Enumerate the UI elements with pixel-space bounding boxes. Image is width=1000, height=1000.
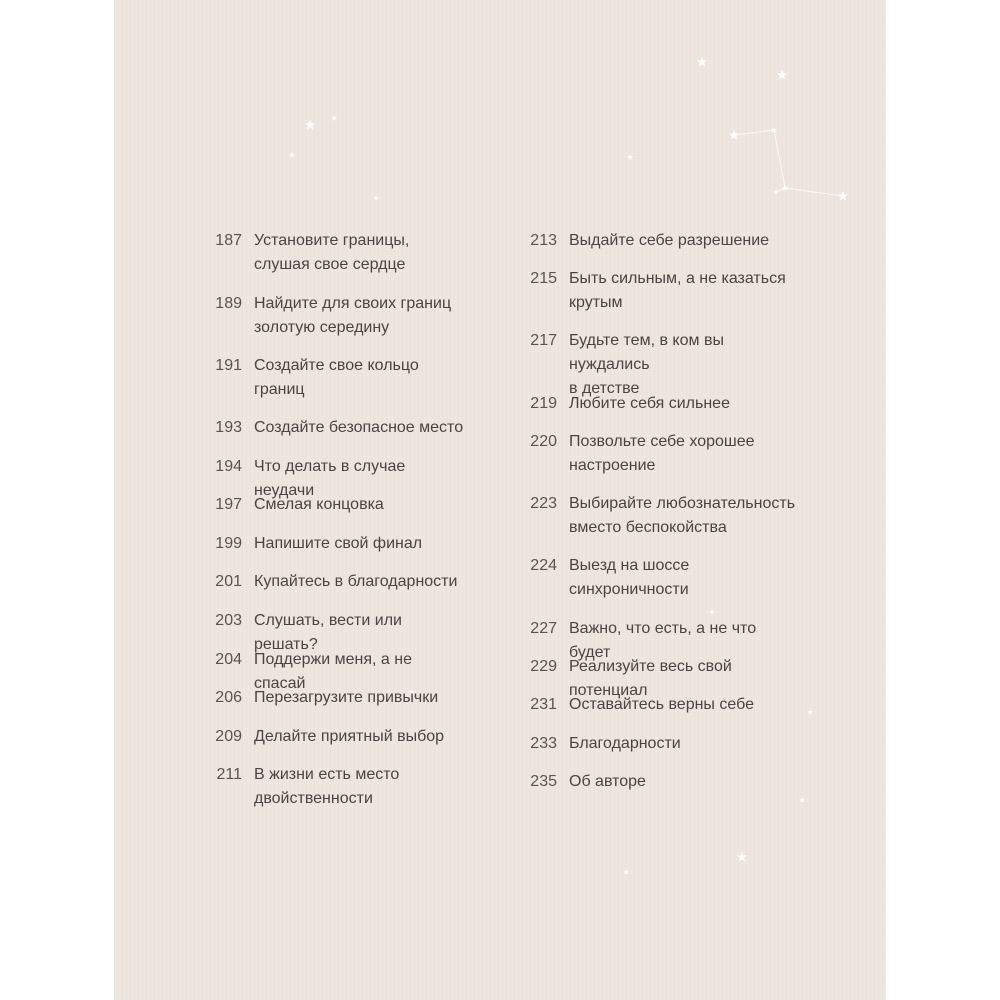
toc-page-number: 206 [215, 689, 242, 706]
toc-entry [511, 617, 801, 661]
toc-entry [196, 455, 466, 499]
toc-page-number: 199 [215, 535, 242, 552]
toc-entry [196, 354, 466, 416]
toc-entry [196, 292, 466, 354]
toc-column-left [196, 229, 466, 811]
toc-page-number: 229 [530, 658, 557, 675]
constellation-lines [734, 130, 843, 196]
star-icon [737, 852, 747, 862]
toc-entry [196, 725, 466, 763]
toc-entry [511, 732, 801, 770]
toc-page-number: 194 [215, 458, 242, 475]
toc-page-number: 215 [530, 270, 557, 287]
toc-entry [511, 693, 801, 732]
toc-entry-title: Об авторе [569, 773, 646, 790]
toc-page-number: 227 [530, 620, 557, 637]
star-icon [289, 152, 295, 158]
toc-entry-title: Выезд на шоссе синхроничности [569, 557, 690, 598]
toc-page-number: 201 [215, 573, 242, 590]
toc-entry [511, 655, 801, 699]
toc-page-number: 231 [530, 696, 557, 713]
toc-entry [196, 763, 466, 811]
toc-entry-title: Купайтесь в благодарности [254, 573, 458, 590]
toc-entry-title: Выбирайте любознательность вместо беспокойства [569, 495, 796, 536]
toc-entry [511, 267, 801, 329]
toc-entry [196, 570, 466, 609]
toc-page-number: 217 [530, 332, 557, 349]
toc-page-number: 204 [215, 651, 242, 668]
toc-page-number: 224 [530, 557, 557, 574]
star-icon [807, 709, 813, 715]
star-icon [773, 189, 779, 195]
toc-entry-title: Найдите для своих границ золотую середину [254, 295, 452, 336]
toc-page-number: 233 [530, 735, 557, 752]
toc-entry-title: Создайте безопасное место [254, 419, 464, 436]
toc-entry [511, 554, 801, 617]
toc-entry-title: Установите границы, слушая свое сердце [254, 232, 410, 273]
toc-entry-title: Быть сильным, а не казаться крутым [569, 270, 786, 311]
toc-entry-title: Создайте свое кольцо границ [254, 357, 419, 398]
toc-entry [511, 229, 801, 267]
star-icon [627, 154, 633, 160]
book-page [114, 0, 886, 1000]
toc-entry-title: Выдайте себе разрешение [569, 232, 770, 249]
toc-entry-title: Делайте приятный выбор [254, 728, 445, 745]
toc-entry-title: Любите себя сильнее [569, 395, 730, 412]
toc-page-number: 213 [530, 232, 557, 249]
toc-entry-title: Перезагрузите привычки [254, 689, 439, 706]
toc-entry [511, 770, 801, 800]
toc-entry-title: Реализуйте весь свой потенциал [569, 658, 732, 699]
star-icon [373, 195, 379, 201]
toc-entry [196, 493, 466, 532]
toc-page-number: 223 [530, 495, 557, 512]
toc-entry [196, 686, 466, 725]
toc-page-number: 219 [530, 395, 557, 412]
star-icon [305, 120, 315, 130]
toc-entry-title: Оставайтесь верны себе [569, 696, 754, 713]
toc-entry-title: Важно, что есть, а не что будет [569, 620, 757, 661]
toc-page-number: 193 [215, 419, 242, 436]
toc-entry-title: Будьте тем, в ком вы нуждались в детстве [569, 332, 724, 397]
toc-entry-title: Благодарности [569, 735, 681, 752]
toc-page-number: 197 [215, 496, 242, 513]
star-icon [331, 115, 337, 121]
toc-entry-title: Слушать, вести или решать? [254, 612, 402, 653]
toc-page-number: 187 [215, 232, 242, 249]
toc-page-number: 191 [215, 357, 242, 374]
toc-entry [196, 609, 466, 653]
toc-entry [196, 648, 466, 692]
toc-page-number: 209 [215, 728, 242, 745]
toc-page-number: 211 [216, 766, 242, 783]
toc-entry-title: Что делать в случае неудачи [254, 458, 406, 499]
toc-entry [196, 532, 466, 570]
toc-entry-title: Поддержи меня, а не спасай [254, 651, 412, 692]
toc-entry [196, 416, 466, 455]
toc-entry [511, 492, 801, 554]
toc-page-number: 220 [530, 433, 557, 450]
star-icon [623, 869, 629, 875]
toc-page-number: 189 [215, 295, 242, 312]
toc-entry-title: В жизни есть место двойственности [254, 766, 400, 807]
toc-entry [511, 329, 801, 397]
star-icon [697, 57, 707, 67]
toc-entry-title: Позвольте себе хорошее настроение [569, 433, 755, 474]
toc-entry [196, 229, 466, 292]
toc-entry [511, 392, 801, 430]
toc-page-number: 235 [530, 773, 557, 790]
toc-page-number: 203 [215, 612, 242, 629]
toc-entry-title: Смелая концовка [254, 496, 384, 513]
toc-entry-title: Напишите свой финал [254, 535, 423, 552]
star-icon [777, 70, 787, 80]
toc-column-right [511, 229, 801, 800]
toc-entry [511, 430, 801, 492]
